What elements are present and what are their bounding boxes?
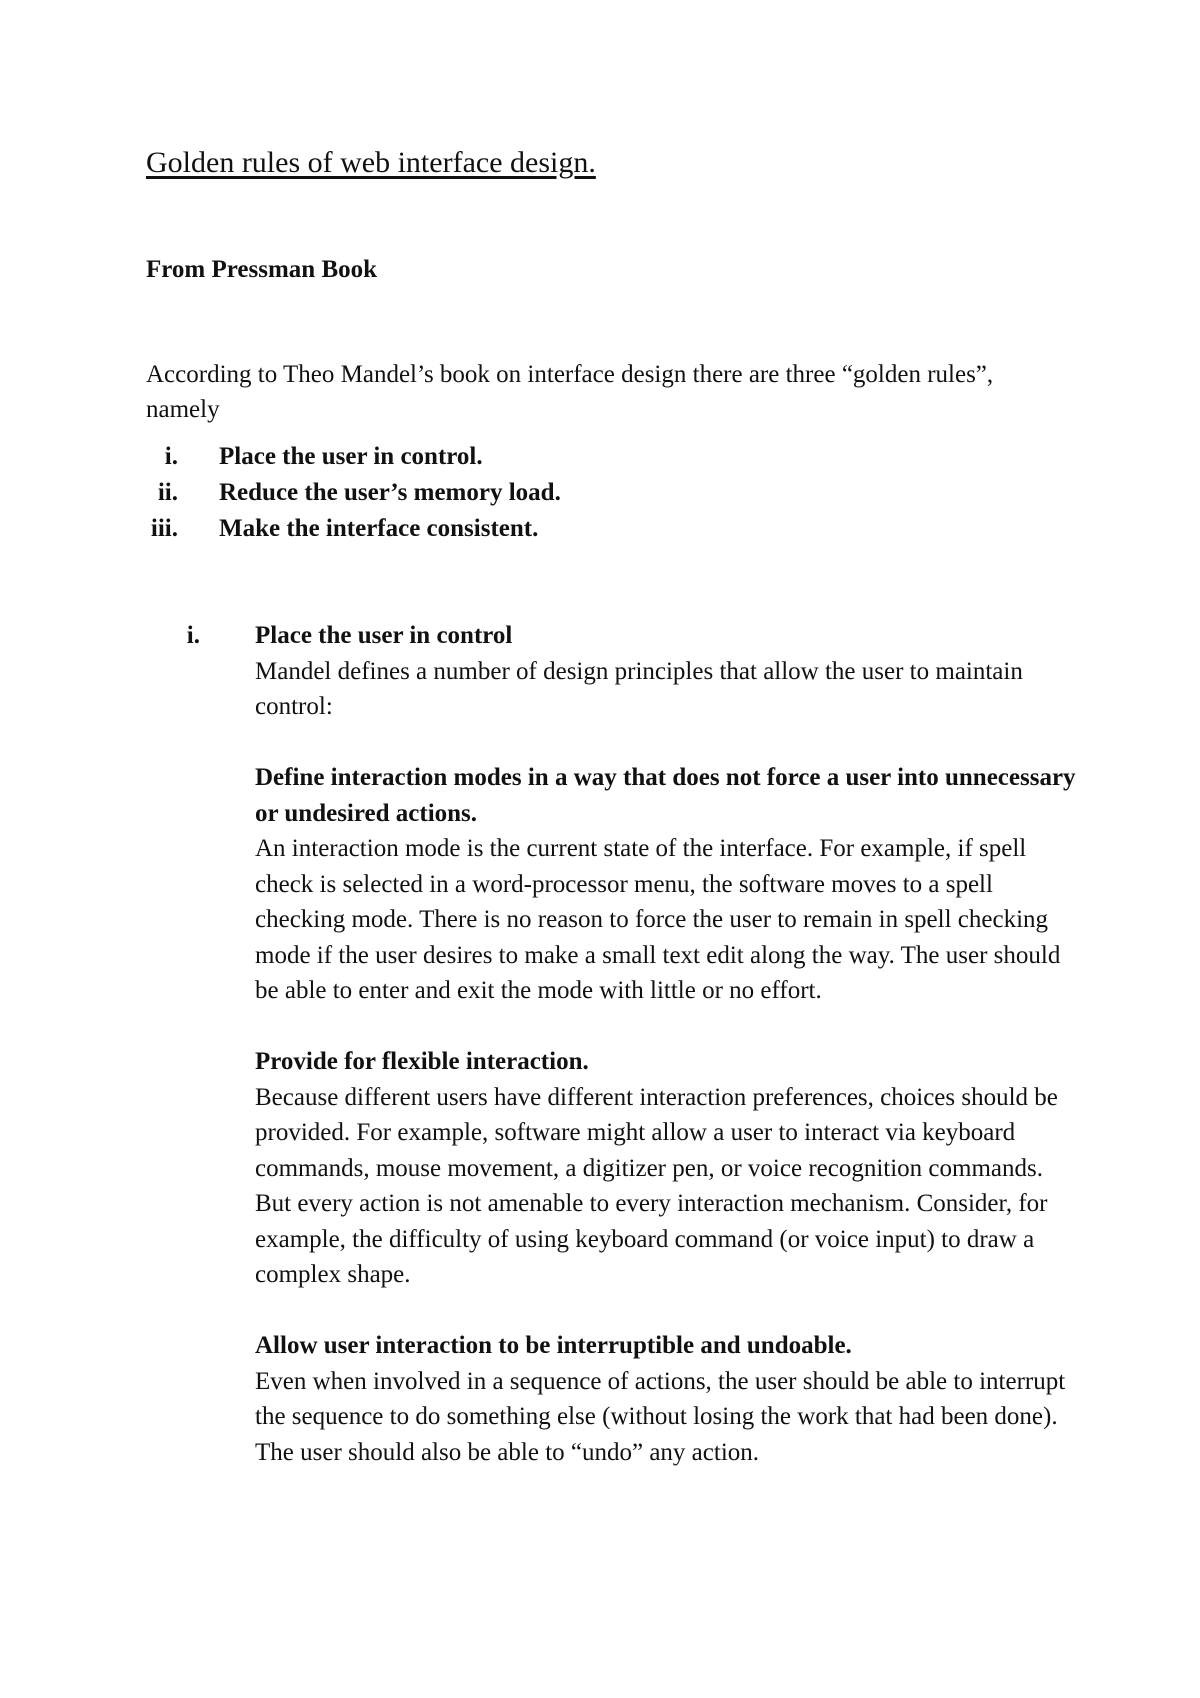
section-heading: Place the user in control <box>255 622 513 649</box>
principle-heading: Allow user interaction to be interruptible and undoable. <box>255 1332 852 1359</box>
principle-body: Because different users have different interaction preferences, choices should be provided. For example, software might allow a user to interact via keyboard commands, mouse movement, a digitizer pen, or voice recognition commands. But every action is not amenable to every interaction mechanism. Consider, for example, the difficulty of using keyboard command (or voice input) to draw a complex shape. <box>255 1083 1058 1288</box>
list-item-text: Place the user in control. <box>219 443 483 470</box>
section-body <box>255 618 1085 1470</box>
list-item-number: i. <box>164 443 178 470</box>
principle-body: An interaction mode is the current state of the interface. For example, if spell check is selected in a word-processor menu, the software moves to a spell checking mode. There is no reason to force the user to remain in spell checking mode if the user desires to make a small text edit along the way. The user should be able to enter and exit the mode with little or no effort. <box>255 835 1061 1004</box>
document-title: Golden rules of web interface design. <box>146 146 596 179</box>
list-item-number: ii. <box>157 479 178 506</box>
list-item-number: iii. <box>150 515 178 542</box>
intro-paragraph: According to Theo Mandel’s book on interface design there are three “golden rules”, namely <box>146 361 994 423</box>
list-item-text: Make the interface consistent. <box>219 515 539 542</box>
principle-heading: Provide for flexible interaction. <box>255 1048 589 1075</box>
section-number: i. <box>186 622 200 649</box>
principle-body: Even when involved in a sequence of actions, the user should be able to interrupt the sequence to do something else (without losing the work that had been done). The user should also be able to “undo” any action. <box>255 1367 1066 1466</box>
principle-heading: Define interaction modes in a way that does not force a user into unnecessary or undesired actions. <box>255 764 1076 827</box>
section-lead: Mandel defines a number of design principles that allow the user to maintain control: <box>255 657 1023 720</box>
list-item-text: Reduce the user’s memory load. <box>219 479 561 506</box>
source-line: From Pressman Book <box>146 256 378 283</box>
